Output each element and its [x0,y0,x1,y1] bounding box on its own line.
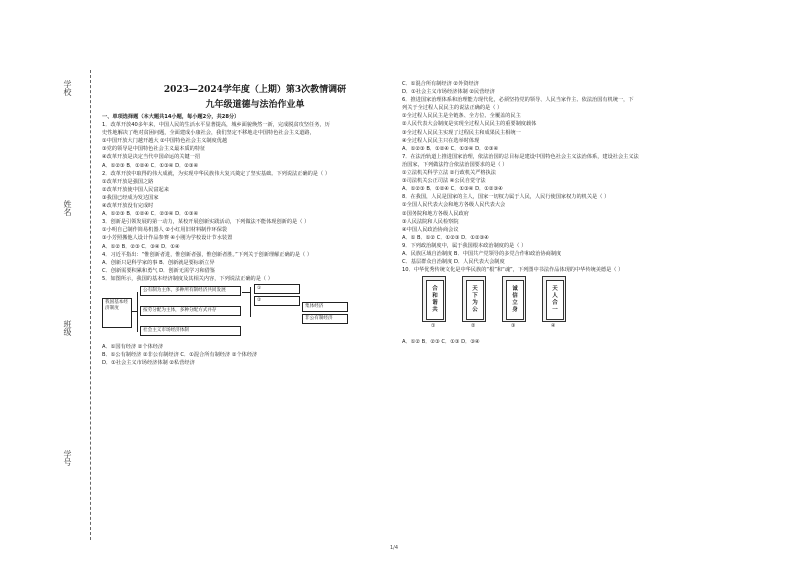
text-line: ④改革开放没有完成时 [102,203,154,210]
card-char: 和 [432,293,438,300]
text-line: D．①社会主义市场经济体制 ②私营经济 [102,360,195,367]
diagram-right1: ① [254,284,300,294]
text-line: ①全国人民代表大会和地方各级人民代表大会 [402,202,506,209]
text-line: A．创新只是科学家的事 B．创新就是要标新立异 [102,259,215,266]
card-char: 为 [472,300,478,307]
text-line: A．①②③ B．①②④ C．②③④ D．①③④ [102,211,199,218]
binding-label-name: 姓名 [63,200,72,216]
binding-label-id: 学号 [63,450,72,466]
card-char: 诚 [512,286,518,293]
text-line: ①改革开放是强国之路 [102,178,154,185]
binding-margin [60,70,91,540]
calligraphy-card [542,276,566,322]
text-line: 一、单项选择题（本大题共14小题，每小题2分，共28分） [102,114,240,120]
text-line: 2．改革开放中取得的伟大成就，为实现中华民族伟大复兴奠定了坚实基础。下列说法正确的是（ ） [102,170,331,177]
text-line: ②改革开放使中国人民富起来 [102,186,169,193]
card-char: 一 [552,307,558,314]
binding-label-class: 班级 [63,320,72,336]
card-char: 天 [472,286,478,293]
card-number: ① [431,323,436,330]
text-line: B．①公有制经济 ②非公有制经济 C．①混合所有制经济 ②个体经济 [102,352,258,359]
binding-label-school: 学校 [63,80,72,96]
text-line: A．①②③ B．①②④ C．①③④ D．①②③④ [402,186,503,193]
diagram-right3: 集体经济 [302,302,348,312]
card-char: 人 [552,293,558,300]
text-line: 4．习近平指出：“惟创新者进，惟创新者强，惟创新者胜。”下列关于创新理解正确的是（ ） [102,251,313,258]
diagram-right4: 非公有制经济 [302,314,348,324]
text-line: A．①② B．②③ C．③④ D．①④ [102,243,180,250]
exam-subtitle: 九年级道德与法治作业单 [205,100,305,110]
card-number: ④ [551,323,556,330]
calligraphy-card [502,276,526,322]
card-char: 共 [432,307,438,314]
diagram-right2: ② [254,296,300,306]
text-line: A．①②③ B．①②④ C．①③④ D．②③④ [102,162,199,169]
text-line: C．基层群众自治制度 D．人民代表大会制度 [402,259,505,266]
text-line: D．①社会主义市场经济体制 ②民营经济 [402,89,495,96]
text-line: 5．如图所示，我国的基本经济制度及其相关内容，下列说法正确的是（ ） [102,275,273,282]
text-line: 3．创新是引领发展的第一动力，某校开展创新实践活动，下列做法不能体现创新的是（ ） [102,219,310,226]
left-column [102,113,382,367]
diagram-mid2: 按劳分配为主体，多种分配方式并存 [140,306,241,316]
text-line: ②人民代表大会制度是实现全过程人民民主的重要制度载体 [402,121,537,128]
calligraphy-card [422,276,446,322]
card-char: 下 [472,293,478,300]
card-char: 天 [552,286,558,293]
text-line: 10．中华优秀传统文化是中华民族的“根”和“魂”，下列图中书法作品体现的中华传统美德是（ ） [402,267,624,274]
card-char: 身 [512,307,518,314]
text-line: ④全过程人民民主只在选举时体现 [402,137,480,144]
page-number: 1/4 [390,545,399,551]
card-number: ③ [511,323,516,330]
card-char: 谐 [432,300,438,307]
text-line: 9．下列政治制度中，属于我国根本政治制度的是（ ） [402,242,527,249]
text-line: 列关于全过程人民民主的说法正确的是（ ） [402,105,503,112]
text-line: 1．改革开放40多年来，中国人民的生活水平显著提高，城乡面貌焕然一新，完成脱贫攻坚任务，历 [102,122,330,129]
text-line: 6．推进国家治理体系和治理能力现代化，必须坚持党的领导、人民当家作主、依法治国有机统一，下 [402,97,634,104]
card-number: ② [471,323,476,330]
text-line: 史性地解决了绝对贫困问题，全面建成小康社会，我们坚定不移地走中国特色社会主义道路， [102,130,315,137]
text-line: 7．在法治轨道上推进国家治理，依法治国的总目标是建设中国特色社会主义法治体系，建设社会主义法 [402,153,639,160]
text-line: A．①国有经济 ②个体经济 [102,343,164,350]
card-char: 信 [512,293,518,300]
text-line: C．创新需要积累和勇气 D．创新无需学习和借鉴 [102,267,216,274]
diagram-mid3: 社会主义市场经济体制 [140,326,241,336]
text-line: ③人民法院和人民检察院 [402,218,459,225]
text-line: ③司法机关公正司法 ④公民自觉守法 [402,178,486,185]
text-line: ①立法机关科学立法 ②行政机关严格执法 [402,170,496,177]
text-line: ④改革开放是决定当代中国命运的关键一招 [102,154,201,161]
card-char: 合 [552,300,558,307]
text-line: ①全过程人民民主是全链条、全方位、全覆盖的民主 [402,113,521,120]
economy-diagram [102,284,382,342]
text-line: 治国家，下列做法符合依法治国要求的是（ ） [402,161,508,168]
text-line: ③我国已经成为发达国家 [102,194,159,201]
diagram-root: 我国基本经济制度 [102,298,132,328]
text-line: ③全过程人民民主实现了过程民主和成果民主相统一 [402,129,521,136]
text-line: A．①② B．②③ C．①③ D．③④ [402,339,480,346]
text-line: C．①混合所有制经济 ②外资经济 [402,81,479,87]
card-char: 立 [512,300,518,307]
calligraphy-cards [402,276,692,336]
text-line: ②国务院和地方各级人民政府 [402,210,469,217]
text-line: 8．在我国，人民是国家的主人，国家一切权力属于人民，人民行使国家权力的机关是（ ） [402,194,610,201]
right-column [402,80,692,346]
text-line: A．①②③ B．①②④ C．①③④ D．②③④ [402,145,499,152]
text-line: ④中国人民政治协商会议 [402,226,459,233]
calligraphy-card [462,276,486,322]
text-line: A．① B．①② C．①②③ D．①②③④ [402,234,489,241]
card-char: 合 [432,286,438,293]
text-line: ①小明自己制作简易机器人 ②小红用旧材料制作环保袋 [102,227,228,234]
card-char: 公 [472,307,478,314]
text-line: ③党的领导是中国特色社会主义最本质的特征 [102,146,206,153]
exam-title: 2023—2024学年度（上期）第3次教情调研 [163,85,347,95]
text-line: ①中国开放大门越开越大 ②中国特色社会主义制度优越 [102,138,228,145]
diagram-mid1: 公有制为主体，多种所有制经济共同发展 [140,286,241,296]
text-line: ③小芳照搬他人设计作品参赛 ④小刚为学校设计节水装置 [102,235,233,242]
text-line: A．民族区域自治制度 B．中国共产党领导的多党合作和政治协商制度 [402,250,562,257]
